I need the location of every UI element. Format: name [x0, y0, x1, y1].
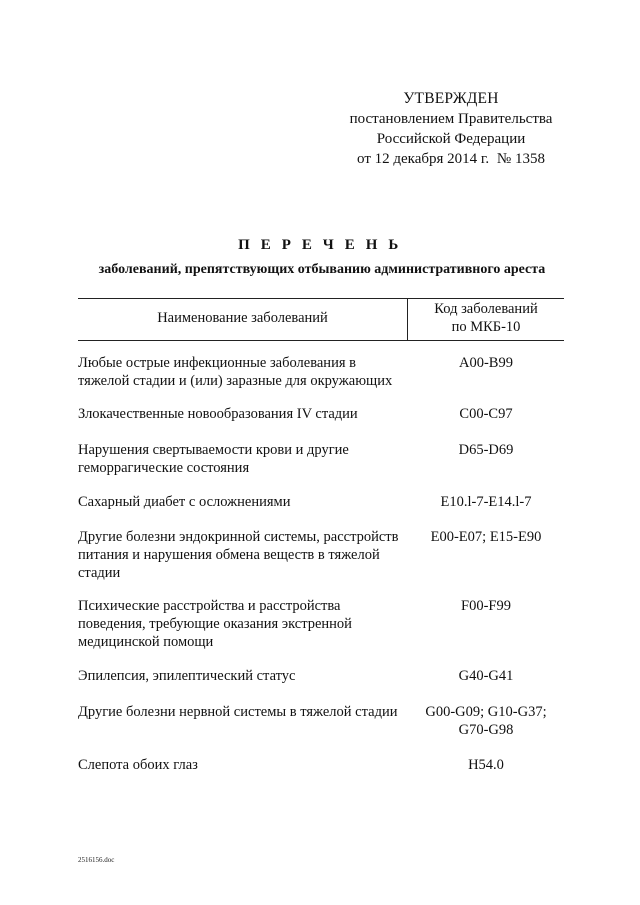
document-subtitle: заболеваний, препятствующих отбыванию административного ареста — [98, 262, 546, 277]
disease-name: Другие болезни эндокринной системы, расстройств питания и нарушения обмена веществ в тяжелой стадии — [78, 529, 399, 581]
approval-line-1: постановлением Правительства — [349, 111, 553, 127]
disease-name: Нарушения свертываемости крови и другие геморрагические состояния — [78, 442, 349, 476]
approval-number: № 1358 — [496, 151, 545, 167]
disease-name: Сахарный диабет с осложнениями — [78, 494, 291, 510]
approval-date-line — [345, 149, 557, 169]
footer-filename: 2516156.doc — [78, 856, 115, 864]
disease-name: Эпилепсия, эпилептический статус — [78, 668, 296, 684]
disease-code: E10.l-7-E14.l-7 — [440, 494, 532, 510]
disease-code: G00-G09; G10-G37; G70-G98 — [425, 704, 547, 738]
disease-code: G40-G41 — [458, 668, 514, 684]
disease-code: C00-C97 — [459, 406, 513, 422]
column-header-name: Наименование заболеваний — [157, 310, 328, 326]
disease-code: F00-F99 — [461, 598, 511, 614]
approval-line-2: Российской Федерации — [376, 131, 526, 147]
table-top-rule — [78, 298, 564, 299]
disease-name: Другие болезни нервной системы в тяжелой стадии — [78, 704, 398, 720]
disease-code: H54.0 — [468, 757, 504, 773]
disease-code: E00-E07; E15-E90 — [430, 529, 542, 545]
disease-code: A00-B99 — [459, 355, 513, 371]
approval-heading: УТВЕРЖДЕН — [403, 90, 499, 107]
disease-name: Злокачественные новообразования IV стадии — [78, 406, 358, 422]
disease-name: Психические расстройства и расстройства поведения, требующие оказания экстренной медицинской помощи — [78, 598, 352, 650]
column-header-code: Код заболеваний по МКБ-10 — [434, 301, 538, 335]
disease-name: Любые острые инфекционные заболевания в тяжелой стадии и (или) заразные для окружающих — [78, 355, 393, 389]
disease-name: Слепота обоих глаз — [78, 757, 198, 773]
approval-date: от 12 декабря 2014 г. — [357, 151, 490, 167]
approval-block — [345, 89, 557, 169]
document-title: П Е Р Е Ч Е Н Ь — [238, 237, 402, 253]
table-header-bottom-rule — [78, 340, 564, 341]
disease-code: D65-D69 — [458, 442, 514, 458]
